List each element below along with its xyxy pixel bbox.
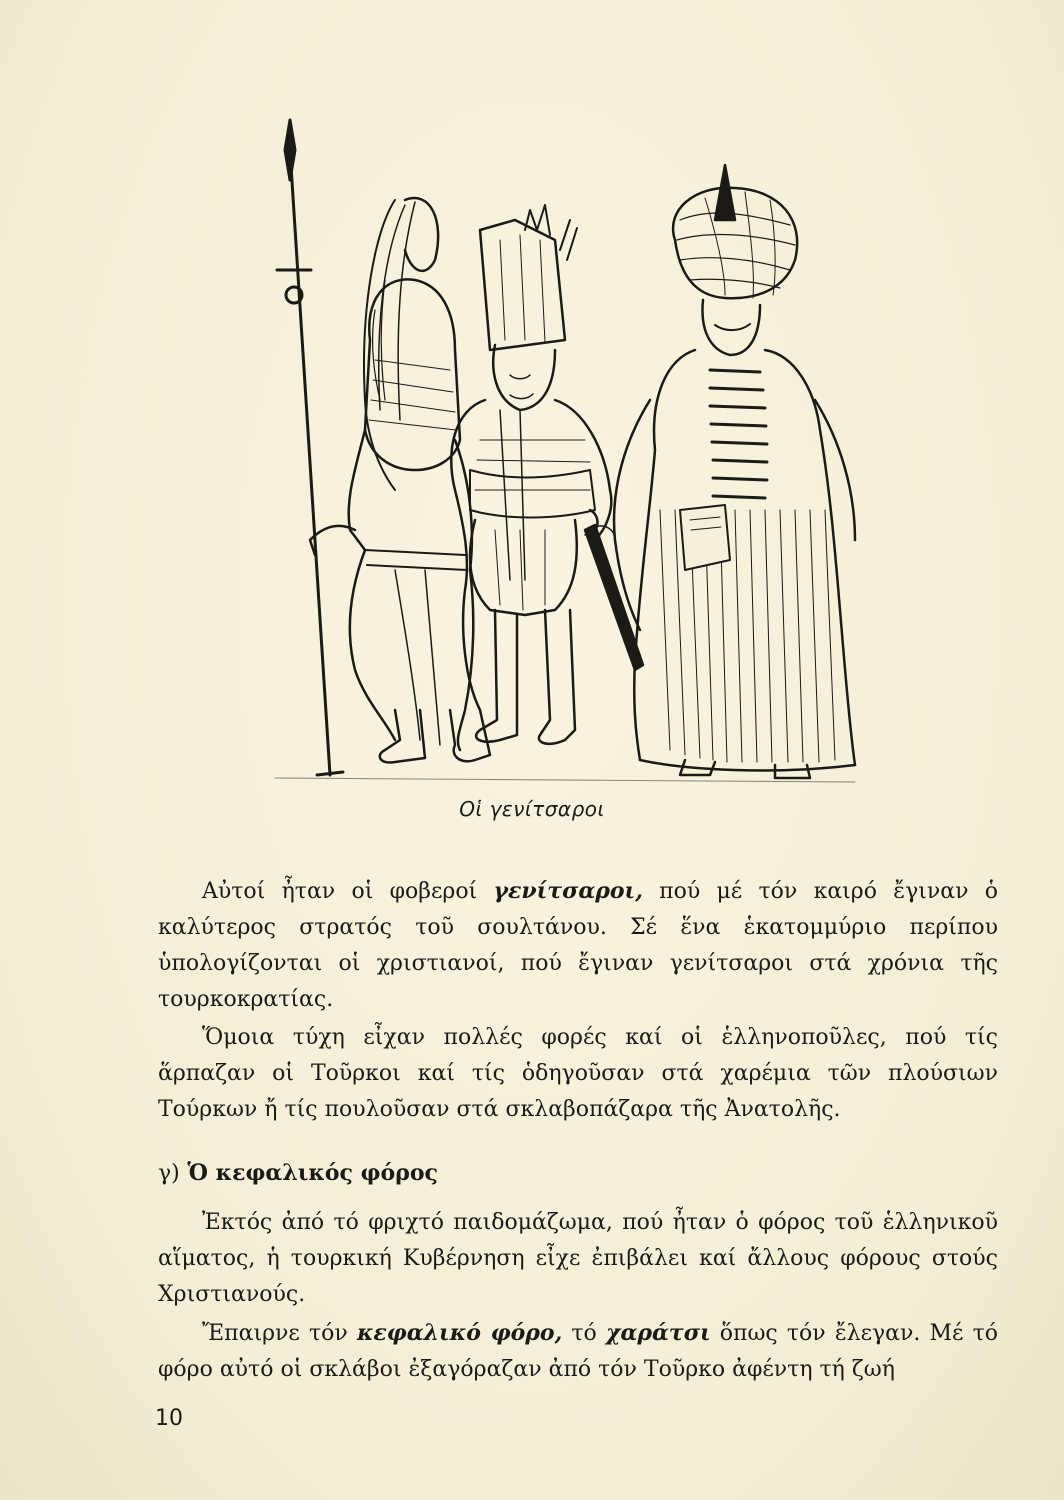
section-title: Ὁ κεφαλικός φόρος	[187, 1160, 438, 1186]
officer-turban	[614, 165, 855, 778]
emphasis-haratsi: χαράτσι	[605, 1320, 711, 1346]
p4-text-3: ὅπως τόν ἔλεγαν. Μέ τό φόρο αὐτό οἱ σκλάβοι ἐξαγόραζαν ἀπό τόν Τοῦρκο ἀφέντη τή ζωή	[158, 1321, 998, 1382]
paragraph-janissaries	[158, 873, 998, 1018]
emphasis-janissaries: γενίτσαροι,	[493, 878, 643, 904]
figure-caption: Οἱ γενίτσαροι	[459, 797, 605, 821]
p4-text-2: τό	[562, 1321, 606, 1346]
emphasis-head-tax: κεφαλικό φόρο,	[356, 1320, 563, 1346]
section-heading	[158, 1160, 438, 1186]
janissary-middle	[451, 205, 643, 744]
p1-text-end: πού μέ τόν καιρό ἔγιναν ὁ καλύτερος στρατός τοῦ σουλτάνου. Σέ ἕνα ἑκατομμύριο περίπου ὑπολογίζονται οἱ χριστιανοί, πού ἔγιναν γενίτσαροι στά χρόνια τῆς τουρκοκρατίας.	[158, 879, 998, 1012]
p1-text-start: Αὐτοί ἦταν οἱ φοβεροί	[202, 879, 494, 904]
p4-text-1: Ἔπαιρνε τόν	[202, 1321, 357, 1346]
paragraph-head-tax	[158, 1315, 998, 1388]
spear	[277, 120, 343, 775]
paragraph-other-taxes: Ἐκτός ἀπό τό φριχτό παιδομάζωμα, πού ἦταν ὁ φόρος τοῦ ἑλληνικοῦ αἵματος, ἡ τουρκική Κυβέρνηση εἶχε ἐπιβάλει καί ἄλλους φόρους στούς Χριστιανούς.	[158, 1210, 998, 1307]
janissary-back-view	[310, 198, 490, 762]
janissaries-illustration	[255, 110, 865, 790]
section-number: γ)	[158, 1161, 180, 1186]
body-text-1	[158, 873, 998, 1128]
body-text-2	[158, 1205, 998, 1388]
paragraph-girls: Ὅμοια τύχη εἶχαν πολλές φορές καί οἱ ἑλληνοποῦλες, πού τίς ἅρπαζαν οἱ Τοῦρκοι καί τίς ὁδηγοῦσαν στά χαρέμια τῶν πλούσιων Τούρκων ἤ τίς πουλοῦσαν στά σκλαβοπάζαρα τῆς Ἀνατολῆς.	[158, 1025, 998, 1122]
page-number: 10	[155, 1406, 183, 1431]
